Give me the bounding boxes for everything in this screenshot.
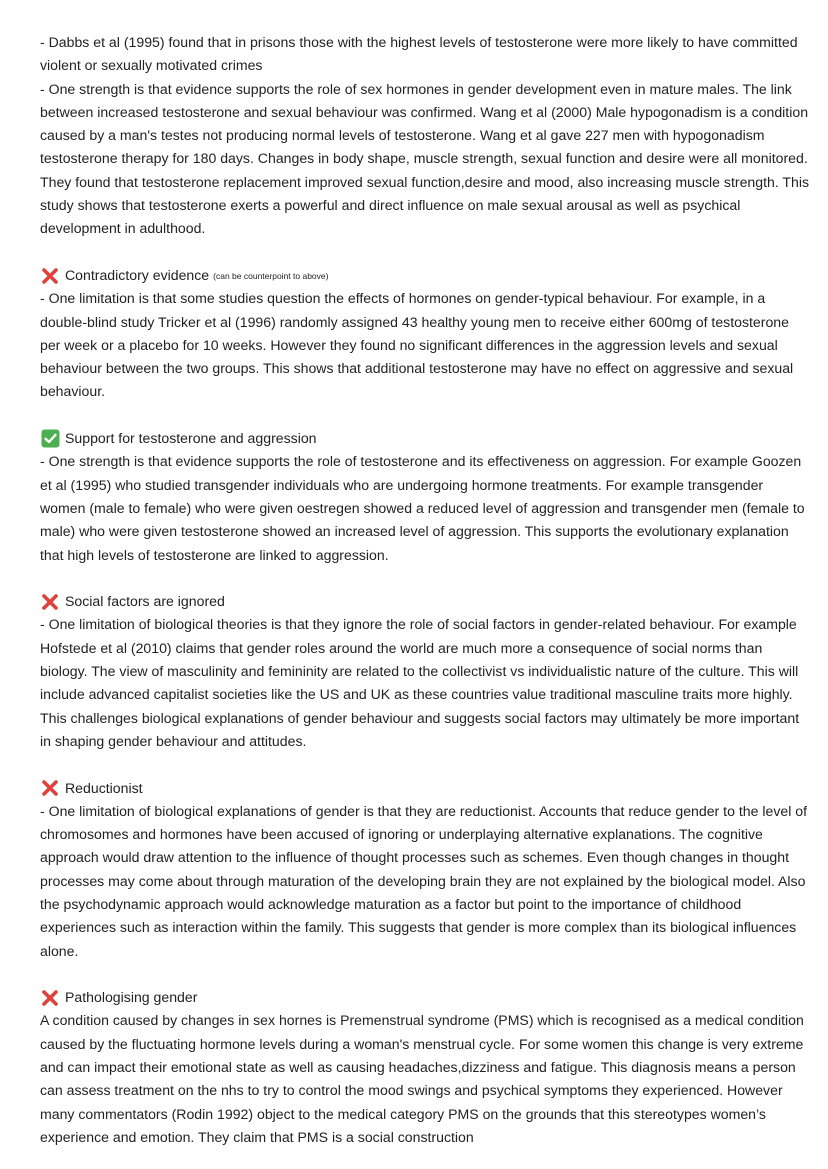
cross-icon — [40, 267, 60, 285]
paragraph-goozen: - One strength is that evidence supports the role of testosterone and its effectiveness on aggression. For example Goozen et al (1995) who studied transgender individuals who are undergoing hormone treatments. For example transgender women (male to female) who were given oestregen showed a reduced level of aggression and transgender men (female to male) who were given testosterone showed an increased level of aggression. This supports the evolutionary explanation that high levels of testosterone are linked to aggression. — [40, 453, 805, 563]
section-reductionist — [40, 777, 810, 963]
section-contradictory-evidence — [40, 264, 810, 404]
check-icon — [40, 430, 60, 448]
cross-icon — [40, 779, 60, 797]
cross-icon — [40, 593, 60, 611]
section-title: Pathologising gender — [65, 989, 198, 1006]
section-title: Contradictory evidence — [65, 266, 210, 283]
section-social-factors — [40, 590, 810, 753]
section-heading — [40, 777, 810, 800]
paragraph-wang: - One strength is that evidence supports the role of sex hormones in gender development even in mature males. The link between increased testosterone and sexual behaviour was confirmed. Wang et al (2000) Male hypogonadism is a condition caused by a man's testes not producing normal levels of testosterone. Wang et al gave 227 men with hypogonadism testosterone therapy for 180 days. Changes in body shape, muscle strength, sexual function and desire were all monitored. They found that testosterone replacement improved sexual function,desire and mood, also increasing muscle strength. This study shows that testosterone exerts a powerful and direct influence on male sexual arousal as well as psychical development in adulthood. — [40, 80, 810, 237]
paragraph-pms: A condition caused by changes in sex hornes is Premenstrual syndrome (PMS) which is recognised as a medical condition caused by the fluctuating hormone levels during a woman's menstrual cycle. For some women this change is very extreme and can impact their emotional state as well as causing headaches,dizziness and fatigue. This diagnosis means a person can assess treatment on the nhs to try to control the mood swings and psychical symptoms they experienced. However many commentators (Rodin 1992) object to the medical category PMS on the grounds that this stereotypes women’s experience and emotion. They claim that PMS is a social construction — [40, 1012, 804, 1145]
section-intro — [40, 31, 810, 241]
paragraph-reductionist: - One limitation of biological explanations of gender is that they are reductionist. Accounts that reduce gender to the level of chromosomes and hormones have been accused of ignoring or underplaying alternative explanations. The cognitive approach would draw attention to the influence of thought processes such as schemes. Even though changes in thought processes may come about through maturation of the developing brain they are not explained by the biological model. Also the psychodynamic approach would acknowledge maturation as a factor but point to the importance of childhood experiences such as interaction within the family. This suggests that gender is more complex than its biological influences alone. — [40, 802, 808, 959]
section-heading — [40, 264, 810, 287]
section-heading — [40, 986, 810, 1009]
paragraph-dabbs: - Dabbs et al (1995) found that in prisons those with the highest levels of testosterone were more likely to have committed violent or sexually motivated crimes — [40, 34, 798, 74]
section-note: (can be counterpoint to above) — [213, 270, 329, 281]
section-heading — [40, 427, 810, 450]
paragraph-tricker: - One limitation is that some studies question the effects of hormones on gender-typical behaviour. For example, in a double-blind study Tricker et al (1996) randomly assigned 43 healthy young men to receive either 600mg of testosterone per week or a placebo for 10 weeks. However they found no significant differences in the aggression levels and sexual behaviour between the two groups. This shows that additional testosterone may have no effect on aggressive and sexual behaviour. — [40, 290, 794, 400]
section-support-testosterone — [40, 427, 810, 567]
section-pathologising-gender — [40, 986, 810, 1149]
section-title: Reductionist — [65, 779, 143, 796]
paragraph-hofstede: - One limitation of biological theories is that they ignore the role of social factors in gender-related behaviour. For example Hofstede et al (2010) claims that gender roles around the world are much more a consequence of social norms than biology. The view of masculinity and femininity are related to the collectivist vs individualistic nature of the culture. This will include advanced capitalist societies like the US and UK as these countries value traditional masculine traits more highly. This challenges biological explanations of gender behaviour and suggests social factors may ultimately be more important in shaping gender behaviour and attitudes. — [40, 616, 800, 749]
section-title: Social factors are ignored — [65, 593, 225, 610]
section-title: Support for testosterone and aggression — [65, 430, 317, 447]
cross-icon — [40, 989, 60, 1007]
section-heading — [40, 590, 810, 613]
